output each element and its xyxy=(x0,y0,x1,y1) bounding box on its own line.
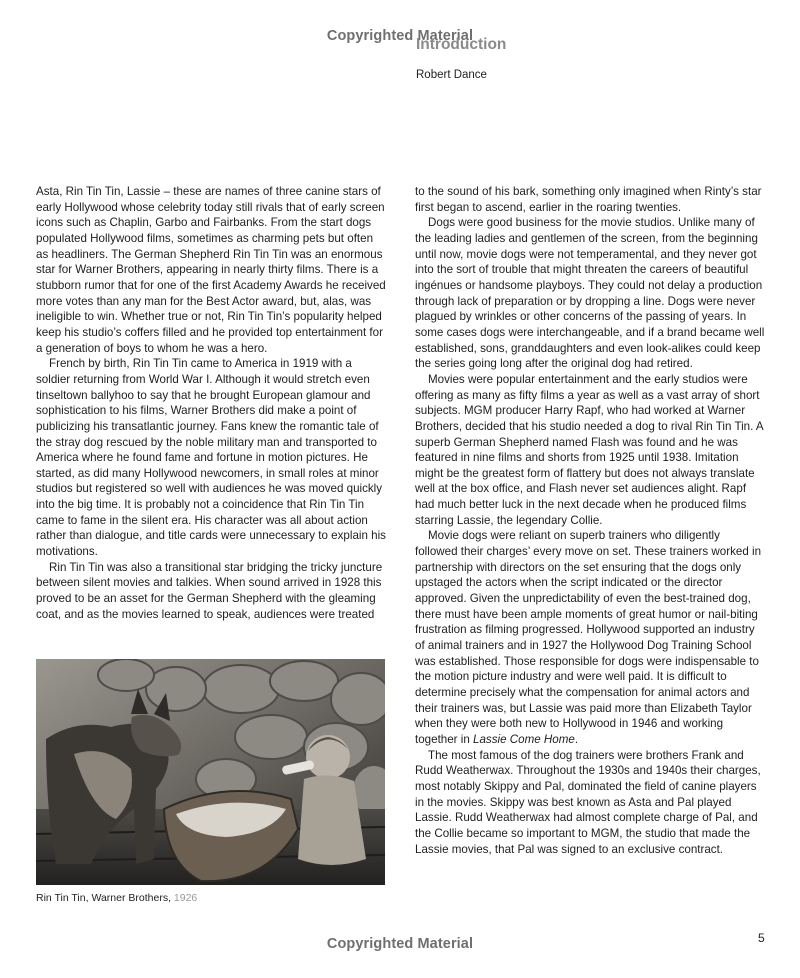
paragraph-end: . xyxy=(574,732,579,746)
page-number: 5 xyxy=(758,931,765,945)
paragraph xyxy=(415,528,765,747)
paragraph: French by birth, Rin Tin Tin came to America in 1919 with a soldier returning from World War I. Although it would stretch even tinseltown ballyhoo to say that he brought European glamour and sophistication to his films, Warner Brothers did make a point of publicizing his transatlantic journey. Fans knew the romantic tale of the stray dog rescued by the noble military man and transported to America where he found fame and fortune in motion pictures. He started, as did many Hollywood newcomers, in small roles at minor studios but registered so well with audiences he was moved quickly into the big time. It is probably not a coincidence that Rin Tin Tin came to fame in the silent era. His character was all about action rather than dialogue, and title cards were unnecessary to explain his motivations. xyxy=(36,357,386,559)
chapter-author: Robert Dance xyxy=(416,69,487,81)
left-column xyxy=(36,184,386,622)
film-title: Lassie Come Home xyxy=(473,732,575,746)
caption-year: 1926 xyxy=(173,892,198,904)
paragraph-text: Movie dogs were reliant on superb trainers who diligently followed their charges’ every move on set. These trainers worked in partnership with directors on the set ensuring that the dogs only upstaged the actors when the script indicated or the director approved. Given the unpredictability of even the best-trained dog, there must have been ample moments of great humor or nail-biting frustration as filming progressed. Hollywood supported an industry of animal trainers and in 1927 the Hollywood Dog Training School was established. Those responsible for dogs were indispensable to the motion picture industry and were well paid. It is difficult to determine precisely what the compensation for animal actors and their trainers was, but Lassie was paid more than Elizabeth Taylor when they were both new to Hollywood in 1946 and working together in xyxy=(415,529,762,746)
paragraph: Dogs were good business for the movie studios. Unlike many of the leading ladies and gentlemen of the screen, from the beginning until now, movie dogs were not temperamental, and they never got into the sort of trouble that might threaten the careers of beautiful ingénues or handsome playboys. They could not delay a production through lack of preparation or by dropping a line. Dogs were never plagued by wrinkles or other concerns of the passing of years. In some cases dogs were interchangeable, and if a brand became well established, sons, granddaughters and even look-alikes could keep the series going long after the original dog had retired. xyxy=(415,216,765,371)
paragraph: Movies were popular entertainment and the early studios were offering as many as fifty films a year as well as a vast array of short subjects. MGM producer Harry Rapf, who had worked at Warner Brothers, decided that his studio needed a dog to rival Rin Tin Tin. A superb German Shepherd named Flash was found and he was featured in nine films and shorts from 1925 until 1938. Imitation might be the greatest form of flattery but does not always translate well at the box office, and Flash never set audiences alight. Rapf had much better luck in the next decade when he produced films starring Lassie, the legendary Collie. xyxy=(415,372,764,527)
chapter-title: Introduction xyxy=(416,36,507,53)
watermark-top: Copyrighted Material xyxy=(326,28,474,44)
caption-text: Rin Tin Tin, Warner Brothers, xyxy=(36,892,174,904)
watermark-bottom: Copyrighted Material xyxy=(326,936,474,952)
film-still-photo xyxy=(36,659,385,885)
paragraph: Rin Tin Tin was also a transitional star bridging the tricky juncture between silent movies and talkies. When sound arrived in 1928 this proved to be an asset for the German Shepherd with the gleaming coat, and as the movies learned to speak, audiences were treated xyxy=(36,560,383,621)
paragraph: to the sound of his bark, something only imagined when Rinty’s star first began to ascend, earlier in the roaring twenties. xyxy=(415,185,762,214)
right-column xyxy=(415,184,765,857)
paragraph: Asta, Rin Tin Tin, Lassie – these are names of three canine stars of early Hollywood whose celebrity today still rivals that of early screen icons such as Chaplin, Garbo and Fairbanks. From the start dogs populated Hollywood films, sometimes as charming pets but often as headliners. The German Shepherd Rin Tin Tin was an enormous star for Warner Brothers, appearing in nearly thirty films. There is a stubborn rumor that for one of the first Academy Awards he received more votes than any man for the Best Actor award, but, alas, was ineligible to win. Whether true or not, Rin Tin Tin’s popularity helped keep his studio’s coffers filled and he provided top entertainment for a generation of boys to whom he was a hero. xyxy=(36,185,386,355)
paragraph: The most famous of the dog trainers were brothers Frank and Rudd Weatherwax. Throughout the 1930s and 1940s their charges, most notably Skippy and Pal, dominated the field of canine players in the movies. Skippy was best known as Asta and Pal played Lassie. Rudd Weatherwax had almost complete charge of Pal, and the Collie became so important to MGM, the studio that made the Lassie movies, that Pal was signed to an exclusive contract. xyxy=(415,748,761,856)
photo-caption xyxy=(36,892,197,904)
